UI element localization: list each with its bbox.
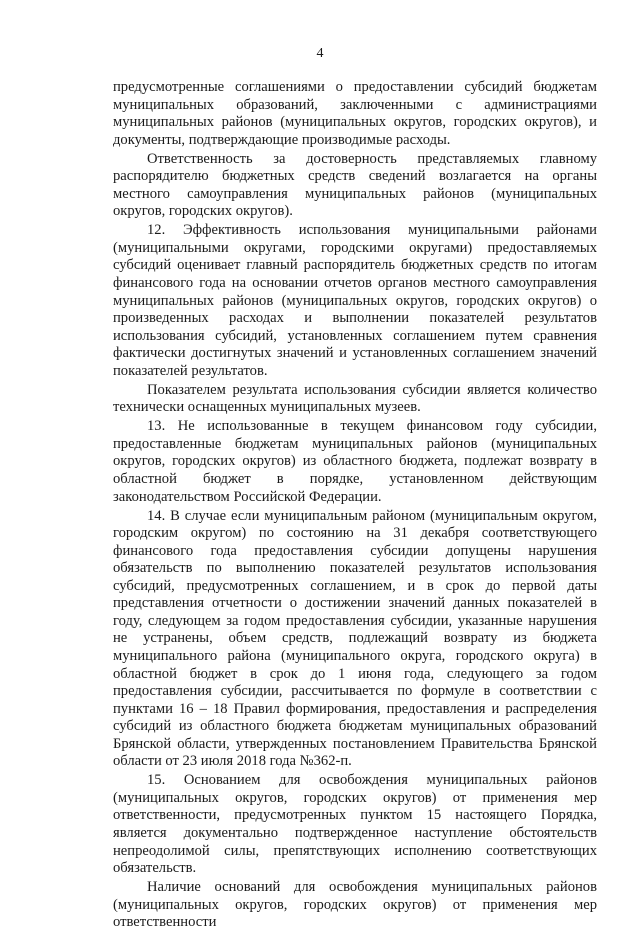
paragraph-item-12: 12. Эффективность использования муниципальными районами (муниципальными округами, городскими округами) предоставляемых субсидий оценивает главный распорядитель бюджетных средств по итогам финансового года на основании отчетов органов местного самоуправления муниципальных районов (муниципальных округов, городских округов) о произведенных расходах и выполнении показателей результатов использования субсидий, установленных соглашением путем сравнения фактически достигнутых значений и установленных соглашением значений показателей результатов.: [113, 222, 597, 379]
paragraph-grounds-release: Наличие оснований для освобождения муниципальных районов (муниципальных округов, городских округов) от применения мер ответственности: [113, 879, 597, 931]
page-number: 4: [316, 46, 324, 61]
paragraph-responsibility: Ответственность за достоверность представляемых главному распорядителю бюджетных средств сведений возлагается на органы местного самоуправления муниципальных районов (муниципальных округов, городских округов).: [113, 150, 597, 220]
paragraph-continuation: предусмотренные соглашениями о предоставлении субсидий бюджетам муниципальных образований, заключенными с администрациями муниципальных районов (муниципальных округов, городских округов), и документы, подтверждающие производимые расходы.: [113, 79, 597, 148]
paragraph-item-14: 14. В случае если муниципальным районом (муниципальным округом, городским округом) по состоянию на 31 декабря соответствующего финансового года предоставления субсидии допущены нарушения обязательств по выполнению показателей результатов использования субсидий, предусмотренных соглашением, и в срок до первой даты представления отчетности о достижении значений данных показателей в году, следующем за годом предоставления субсидии, указанные нарушения не устранены, объем средств, подлежащий возврату из бюджета муниципального района (муниципального округа, городского округа) в областной бюджет в срок до 1 июня года, следующего за годом предоставления субсидии, рассчитывается по формуле в соответствии с пунктами 16 – 18 Правил формирования, предоставления и распределения субсидий из областного бюджета бюджетам муниципальных образований Брянской области, утвержденных постановлением Правительства Брянской области от 23 июля 2018 года №362-п.: [113, 507, 597, 770]
paragraph-item-15: 15. Основанием для освобождения муниципальных районов (муниципальных округов, городских округов) от применения мер ответственности, предусмотренных пунктом 15 настоящего Порядка, является документально подтвержденное наступление обстоятельств непреодолимой силы, препятствующих исполнению соответствующих обязательств.: [113, 772, 597, 877]
paragraph-result-indicator: Показателем результата использования субсидии является количество технически оснащенных муниципальных музеев.: [113, 381, 597, 416]
document-body: [113, 79, 597, 932]
paragraph-item-13: 13. Не использованные в текущем финансовом году субсидии, предоставленные бюджетам муниципальных районов (муниципальных округов, городских округов) из областного бюджета, подлежат возврату в областной бюджет в порядке, установленном действующим законодательством Российской Федерации.: [113, 418, 597, 505]
